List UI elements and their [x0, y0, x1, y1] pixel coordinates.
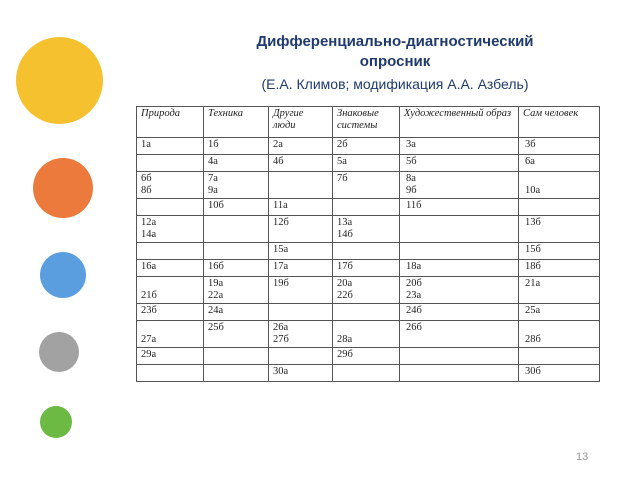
cell-value [523, 322, 595, 334]
cell-value: 14а [141, 229, 157, 240]
cell-value: 8б [141, 185, 152, 196]
table-cell [400, 199, 519, 216]
cell-value: 20а [337, 278, 353, 289]
column-header: Природа [137, 107, 204, 138]
questionnaire-table [136, 106, 600, 382]
table-row [137, 348, 600, 365]
table-cell [269, 243, 333, 260]
table-cell [333, 155, 400, 172]
table-cell [204, 321, 269, 348]
cell-value: 27б [273, 334, 289, 345]
table-cell [269, 172, 333, 199]
cell-value: 9б [406, 185, 417, 196]
table-cell [269, 155, 333, 172]
table-row [137, 172, 600, 199]
cell-value: 11б [406, 200, 422, 211]
cell-value: 27а [141, 334, 157, 345]
table-cell [204, 304, 269, 321]
table-cell [204, 138, 269, 155]
table-cell [269, 304, 333, 321]
cell-value: 11а [273, 200, 288, 211]
cell-value: 2а [273, 139, 283, 150]
cell-value: 22б [337, 290, 353, 301]
decorative-circle-yellow [16, 37, 103, 124]
table-cell [400, 243, 519, 260]
table-cell [400, 138, 519, 155]
cell-value: 20б [406, 278, 422, 289]
slide-title [200, 32, 590, 94]
cell-value: 22а [208, 290, 224, 301]
cell-value: 16б [208, 261, 224, 272]
cell-value: 10а [525, 185, 541, 196]
cell-value: 19а [208, 278, 224, 289]
page-number: 13 [576, 451, 589, 463]
table-cell [519, 243, 600, 260]
table-cell [204, 365, 269, 382]
title-line-2: опросник [359, 53, 431, 70]
table-cell [400, 277, 519, 304]
table-cell [137, 348, 204, 365]
table-cell [204, 155, 269, 172]
cell-value: 7б [337, 173, 348, 184]
cell-value: 25а [525, 305, 541, 316]
cell-value: 28б [525, 334, 541, 345]
table-row [137, 321, 600, 348]
table-row [137, 304, 600, 321]
table-cell [269, 277, 333, 304]
table-cell [137, 155, 204, 172]
cell-value [337, 322, 395, 334]
table-cell [137, 243, 204, 260]
cell-value: 3б [525, 139, 536, 150]
table-cell [333, 243, 400, 260]
table-cell [269, 199, 333, 216]
table-cell [269, 365, 333, 382]
cell-value: 26б [406, 322, 422, 333]
cell-value: 28а [337, 334, 353, 345]
table-cell [333, 216, 400, 243]
table-cell [400, 260, 519, 277]
cell-value: 21а [525, 278, 541, 289]
table-cell [204, 243, 269, 260]
cell-value: 30б [525, 366, 541, 377]
cell-value: 7а [208, 173, 218, 184]
table-cell [137, 216, 204, 243]
cell-value: 17а [273, 261, 289, 272]
column-header: Знаковые системы [333, 107, 400, 138]
cell-value: 25б [208, 322, 224, 333]
table-cell [400, 172, 519, 199]
table-cell [333, 260, 400, 277]
table-cell [204, 199, 269, 216]
cell-value: 26а [273, 322, 289, 333]
table-cell [204, 260, 269, 277]
table-cell [400, 155, 519, 172]
table-cell [269, 260, 333, 277]
table-cell [137, 365, 204, 382]
cell-value: 18б [525, 261, 541, 272]
table-row [137, 277, 600, 304]
table-cell [137, 321, 204, 348]
cell-value: 4б [273, 156, 284, 167]
cell-value: 17б [337, 261, 353, 272]
table-row [137, 243, 600, 260]
cell-value: 15а [273, 244, 289, 255]
cell-value: 13а [337, 217, 353, 228]
table-cell [269, 138, 333, 155]
cell-value: 4а [208, 156, 218, 167]
column-header: Другие люди [269, 107, 333, 138]
cell-value: 5б [406, 156, 417, 167]
cell-value: 8а [406, 173, 416, 184]
table-cell [333, 304, 400, 321]
column-header: Сам человек [519, 107, 600, 138]
table-cell [137, 304, 204, 321]
table-cell [137, 138, 204, 155]
cell-value: 30а [273, 366, 289, 377]
cell-value: 12а [141, 217, 157, 228]
table-cell [519, 260, 600, 277]
cell-value: 24б [406, 305, 422, 316]
cell-value: 21б [141, 290, 157, 301]
table-cell [204, 216, 269, 243]
cell-value: 9а [208, 185, 218, 196]
decorative-circle-gray [39, 332, 79, 372]
table-cell [333, 321, 400, 348]
table-cell [333, 348, 400, 365]
table-row [137, 260, 600, 277]
title-line-1: Дифференциально-диагностический [256, 33, 534, 50]
cell-value: 1б [208, 139, 219, 150]
cell-value: 18а [406, 261, 422, 272]
decorative-circle-orange [33, 158, 93, 218]
cell-value: 2б [337, 139, 348, 150]
table-cell [400, 304, 519, 321]
cell-value [141, 278, 199, 290]
cell-value: 6а [525, 156, 535, 167]
table-cell [137, 277, 204, 304]
table-cell [333, 277, 400, 304]
cell-value: 23б [141, 305, 157, 316]
column-header: Техника [204, 107, 269, 138]
cell-value: 19б [273, 278, 289, 289]
table-cell [400, 365, 519, 382]
cell-value: 5а [337, 156, 347, 167]
table-cell [137, 172, 204, 199]
table-cell [519, 199, 600, 216]
table-row [137, 199, 600, 216]
table-cell [519, 172, 600, 199]
table-cell [519, 304, 600, 321]
table-cell [519, 348, 600, 365]
table-cell [519, 365, 600, 382]
cell-value: 3а [406, 139, 416, 150]
table-cell [269, 216, 333, 243]
cell-value: 29б [337, 349, 353, 360]
cell-value: 1а [141, 139, 151, 150]
table-cell [519, 321, 600, 348]
table-cell [519, 155, 600, 172]
table-cell [137, 199, 204, 216]
table-cell [400, 216, 519, 243]
table-cell [333, 365, 400, 382]
table-cell [400, 321, 519, 348]
cell-value: 13б [525, 217, 541, 228]
table-cell [269, 348, 333, 365]
table-cell [269, 321, 333, 348]
table-cell [400, 348, 519, 365]
table-cell [519, 138, 600, 155]
cell-value: 23а [406, 290, 422, 301]
table-row [137, 155, 600, 172]
table-row [137, 138, 600, 155]
cell-value: 16а [141, 261, 157, 272]
table-cell [204, 172, 269, 199]
cell-value: 12б [273, 217, 289, 228]
cell-value [141, 322, 199, 334]
table-cell [519, 216, 600, 243]
cell-value: 6б [141, 173, 152, 184]
table-cell [204, 277, 269, 304]
table-cell [519, 277, 600, 304]
table-row [137, 216, 600, 243]
cell-value: 24а [208, 305, 224, 316]
cell-value: 15б [525, 244, 541, 255]
cell-value [523, 173, 595, 185]
table-header-row [137, 107, 600, 138]
cell-value: 29а [141, 349, 157, 360]
table-row [137, 365, 600, 382]
table-cell [137, 260, 204, 277]
table-cell [204, 348, 269, 365]
cell-value: 14б [337, 229, 353, 240]
table-cell [333, 172, 400, 199]
column-header: Художественный образ [400, 107, 519, 138]
title-subtitle: (Е.А. Климов; модификация А.А. Азбель) [261, 76, 529, 92]
table-cell [333, 199, 400, 216]
decorative-circle-green [40, 406, 72, 438]
table-cell [333, 138, 400, 155]
decorative-circle-blue [40, 252, 86, 298]
cell-value: 10б [208, 200, 224, 211]
